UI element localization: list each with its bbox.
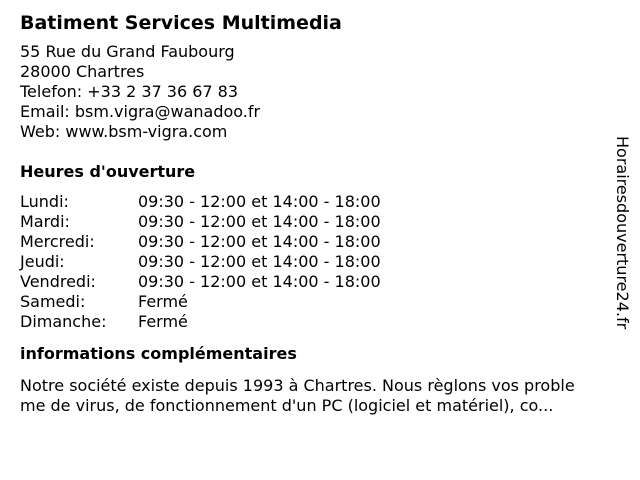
time-value: Fermé — [138, 292, 188, 311]
contact-block — [20, 42, 620, 142]
day-label: Jeudi: — [20, 252, 65, 271]
info-heading: informations complémentaires — [20, 344, 297, 363]
address-city: 28000 Chartres — [20, 62, 145, 81]
hours-row-sunday — [20, 312, 620, 332]
hours-row-thursday — [20, 252, 620, 272]
hours-row-wednesday — [20, 232, 620, 252]
hours-table — [20, 192, 620, 332]
business-name: Batiment Services Multimedia — [20, 12, 342, 34]
hours-row-friday — [20, 272, 620, 292]
phone-line: Telefon: +33 2 37 36 67 83 — [20, 82, 239, 101]
info-line-2: me de virus, de fonctionnement d'un PC (logiciel et matériel), co... — [20, 396, 554, 415]
hours-row-monday — [20, 192, 620, 212]
web-line: Web: www.bsm-vigra.com — [20, 122, 228, 141]
day-label: Dimanche: — [20, 312, 107, 331]
time-value: 09:30 - 12:00 et 14:00 - 18:00 — [138, 252, 381, 271]
day-label: Lundi: — [20, 192, 69, 211]
day-label: Mardi: — [20, 212, 70, 231]
email-line: Email: bsm.vigra@wanadoo.fr — [20, 102, 261, 121]
address-street: 55 Rue du Grand Faubourg — [20, 42, 235, 61]
site-watermark: Horairesdouverture24.fr — [613, 136, 632, 330]
time-value: 09:30 - 12:00 et 14:00 - 18:00 — [138, 192, 381, 211]
day-label: Mercredi: — [20, 232, 95, 251]
hours-row-saturday — [20, 292, 620, 312]
info-description — [20, 376, 623, 416]
business-card — [20, 10, 620, 416]
day-label: Vendredi: — [20, 272, 96, 291]
info-line-1: Notre société existe depuis 1993 à Chartres. Nous règlons vos proble — [20, 376, 575, 395]
hours-heading: Heures d'ouverture — [20, 162, 196, 181]
time-value: 09:30 - 12:00 et 14:00 - 18:00 — [138, 212, 381, 231]
time-value: 09:30 - 12:00 et 14:00 - 18:00 — [138, 232, 381, 251]
hours-row-tuesday — [20, 212, 620, 232]
time-value: 09:30 - 12:00 et 14:00 - 18:00 — [138, 272, 381, 291]
time-value: Fermé — [138, 312, 188, 331]
day-label: Samedi: — [20, 292, 86, 311]
